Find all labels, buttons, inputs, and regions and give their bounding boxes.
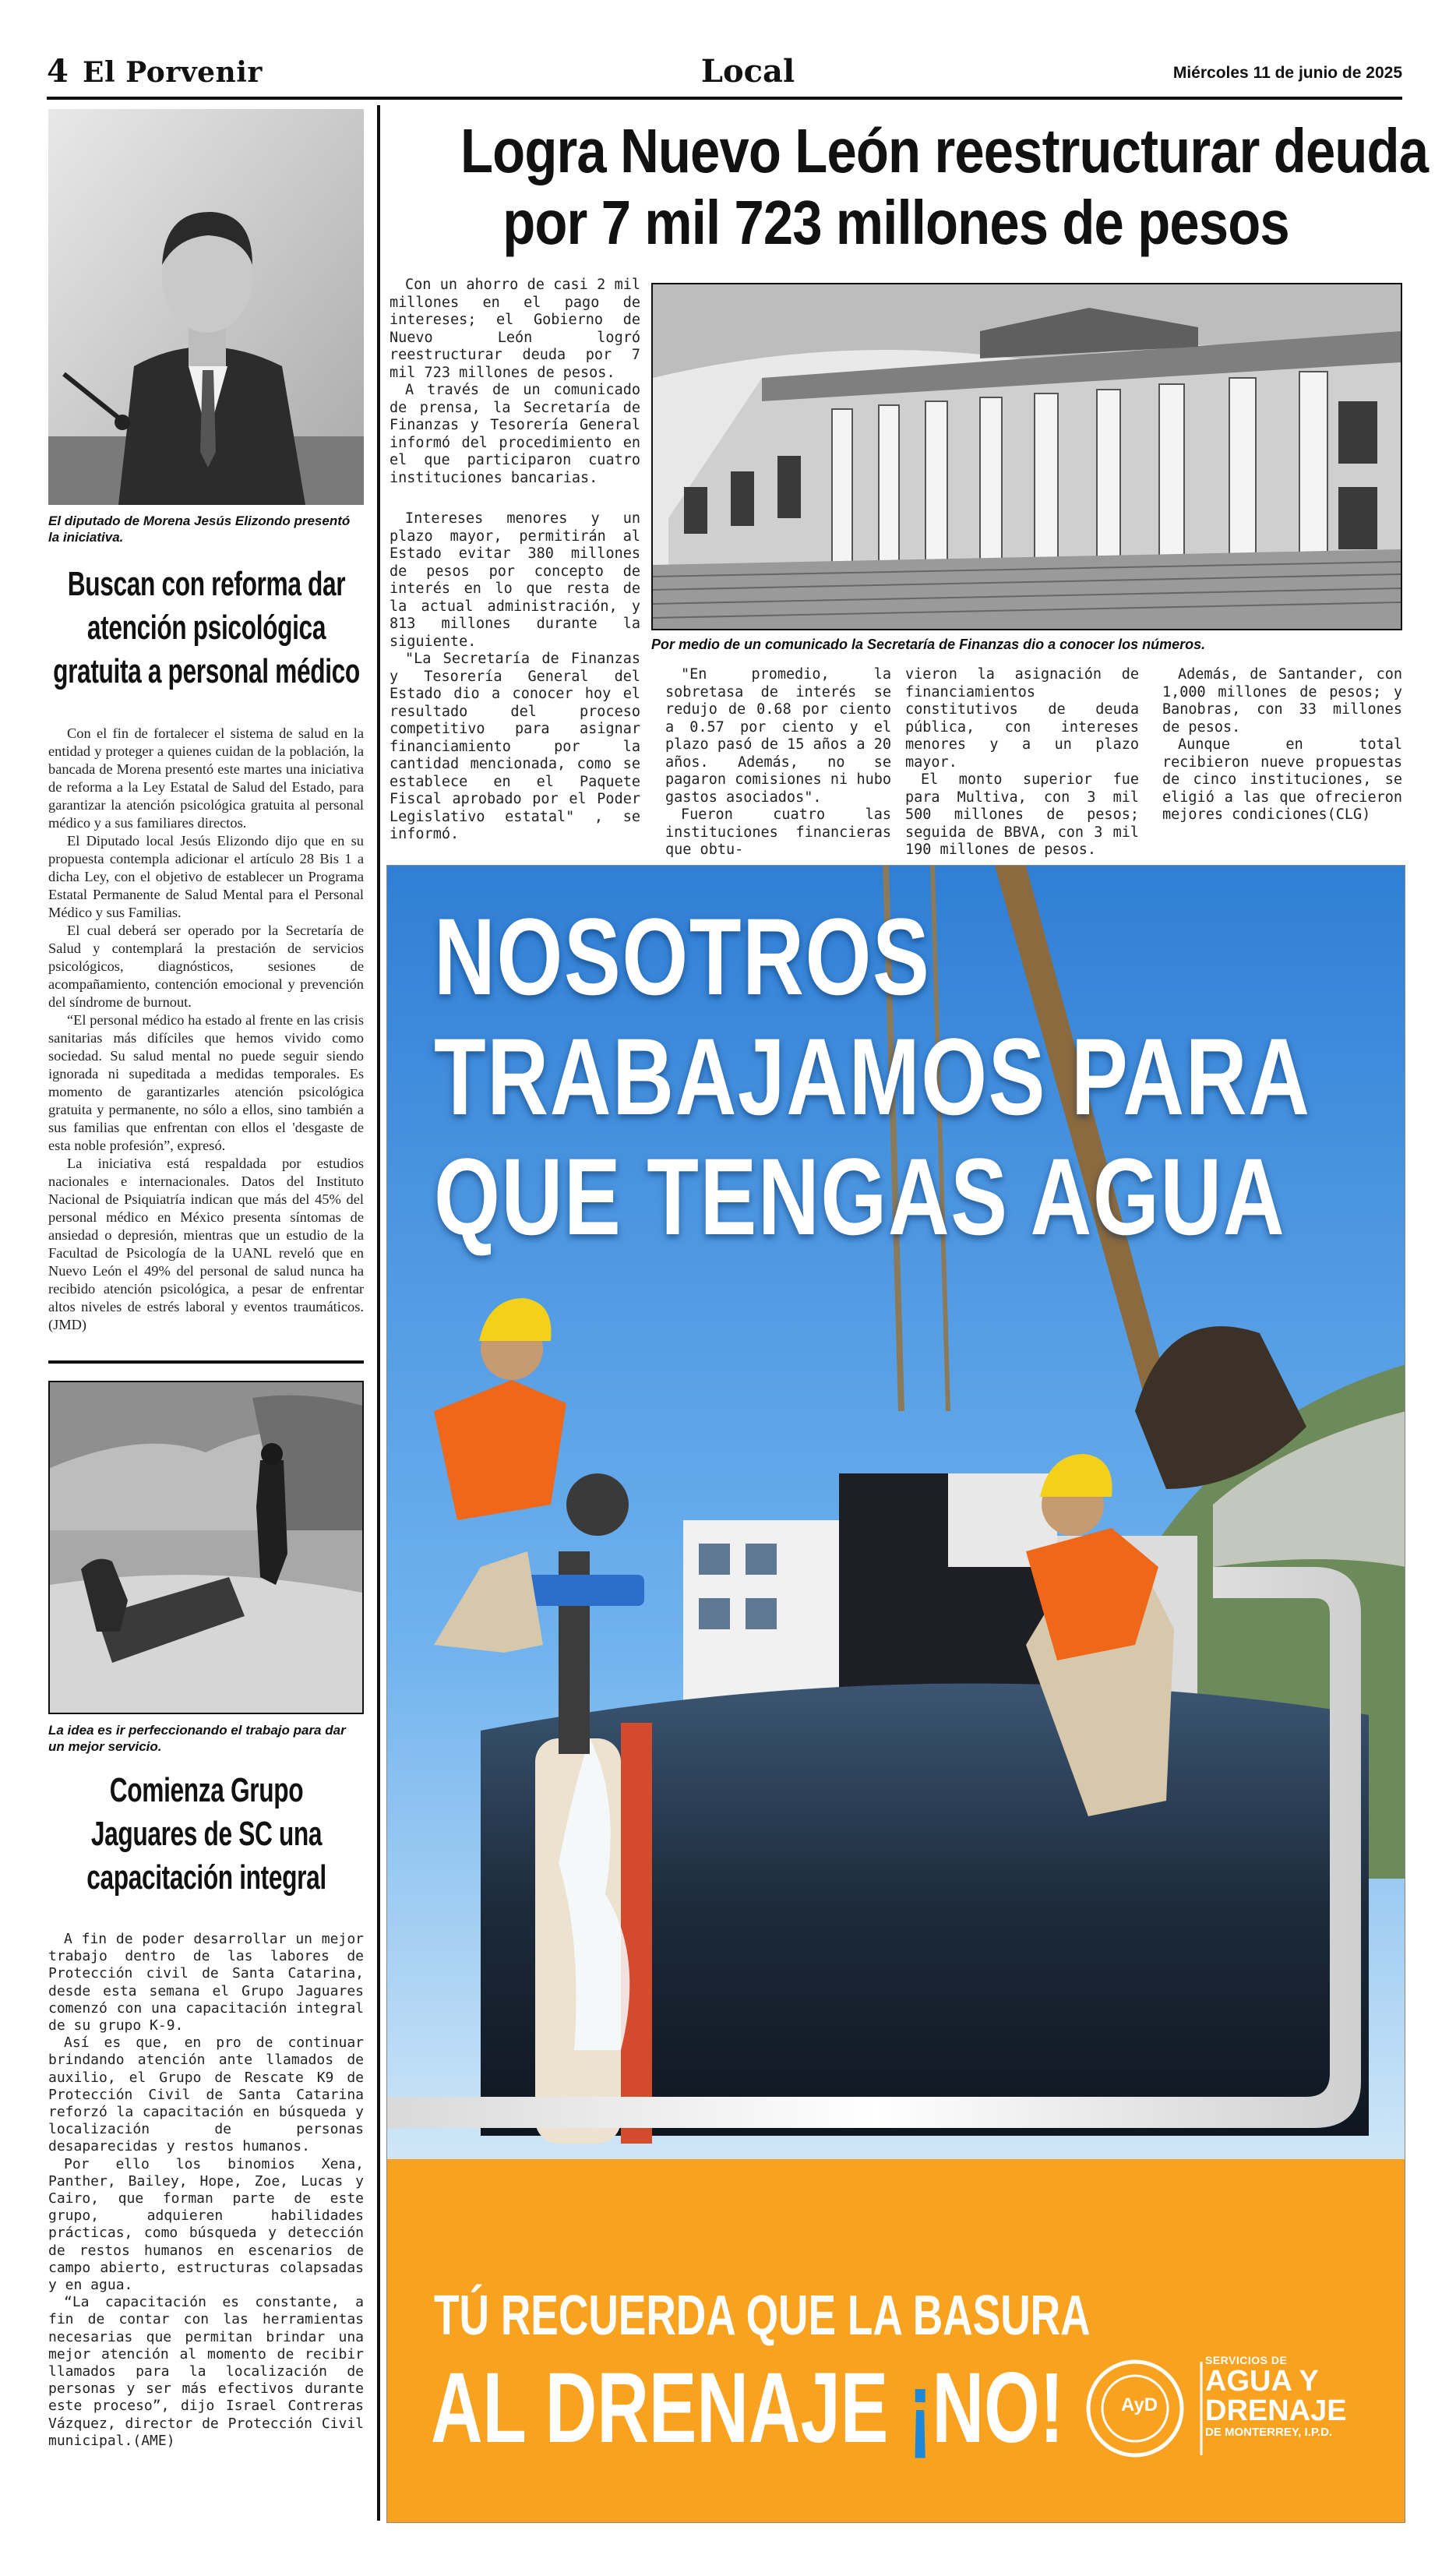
palace-photo-caption: Por medio de un comunicado la Secretaría de Finanzas dio a conocer los números. — [651, 637, 1206, 652]
headline-line: Comienza Grupo — [109, 1771, 304, 1809]
article2-paragraph: Por ello los binomios Xena, Panther, Bailey, Hope, Zoe, Lucas y Cairo, que forman parte de este grupo, adquieren habilidades prácticas, como búsqueda y detección de restos humanos en escenarios de campo abierto, estructuras colapsadas y en agua. — [48, 2155, 364, 2294]
main-article-column-c — [665, 666, 891, 859]
main-paragraph: Aunque en total recibieron nueve propuestas de cinco instituciones, se eligió a las que ofrecieron mejores condiciones(CLG) — [1162, 736, 1402, 823]
logo-line: AGUA Y — [1205, 2365, 1319, 2398]
page-number: 4 — [47, 53, 69, 90]
section-name: Local — [700, 53, 795, 90]
article1-paragraph: La iniciativa está respaldada por estudios nacionales e internacionales. Datos del Instituto Nacional de Psiquiatría indican que más del 45% del personal médico en México presenta síntomas de ansiedad o depresión, mientras que un estudio de la Facultad de Psicología de la UANL reveló que en Nuevo León el 49% del personal de salud nunca ha recibido atención psicológica, a pesar de enfrentar altos niveles de estrés laboral y eventos traumáticos.(JMD) — [48, 1156, 364, 1332]
main-paragraph: El monto superior fue para Multiva, con 3 mil 500 millones de pesos; seguida de BBVA, con 3 mil 190 millones de pesos. — [905, 771, 1139, 858]
main-article-column-d — [905, 666, 1139, 859]
government-palace-photo — [651, 283, 1402, 630]
logo-wordmark — [1205, 2354, 1347, 2439]
article2-headline — [48, 1769, 364, 1900]
ad-slogan-accent: ¡ — [908, 2352, 933, 2464]
left-column — [48, 109, 364, 2450]
ad-slogan-end: NO! — [932, 2352, 1064, 2464]
article2-paragraph: A fin de poder desarrollar un mejor trabajo dentro de las labores de Protección civil de Santa Catarina, desde esta semana el Grupo Jaguares comenzó con una capacitación integral de su grupo K-9. — [48, 1931, 364, 2034]
main-paragraph: "La Secretaría de Finanzas y Tesorería General del Estado dio a conocer hoy el resultado del proceso competitivo para asignar financiamiento por la cantidad mencionada, como se establece en el Paquete Fiscal aprobado por el Poder Legislativo estatal" , se informó. — [390, 651, 640, 842]
article2-body — [48, 1931, 364, 2450]
article2-paragraph: Así es que, en pro de continuar brindando atención ante llamados de auxilio, el Grupo de Rescate K9 de Protección Civil de Santa Catarina reforzó la capacitación en búsqueda y localización de personas desaparecidas y restos humanos. — [48, 2034, 364, 2155]
article1-headline — [48, 563, 364, 693]
article1-paragraph: El Diputado local Jesús Elizondo dijo que en su propuesta contempla adicionar el artículo 28 Bis 1 a dicha Ley, con el objetivo de establecer un Programa Estatal Permanente de Salud Mental para el Personal Médico y sus Familias. — [48, 833, 364, 920]
main-paragraph: "En promedio, la sobretasa de interés se redujo de 0.68 por ciento a 0.57 por ciento y el plazo pasó de 15 años a 20 años. Además, no se pagaron comisiones ni hubo gastos asociados". — [665, 666, 891, 806]
main-headline — [390, 115, 1429, 259]
masthead — [47, 48, 1402, 100]
photo2-caption: La idea es ir perfeccionando el trabajo para dar un mejor servicio. — [48, 1723, 346, 1754]
photo1-caption: El diputado de Morena Jesús Elizondo presentó la iniciativa. — [48, 513, 351, 545]
logo-line: SERVICIOS DE — [1205, 2354, 1288, 2366]
main-headline-line: por 7 mil 723 millones de pesos — [502, 188, 1289, 257]
main-paragraph: Con un ahorro de casi 2 mil millones en el pago de intereses; el Gobierno de Nuevo León logró reestructurar deuda por 7 mil 723 millones de pesos. — [390, 277, 640, 381]
main-paragraph: Intereses menores y un plazo mayor, permitirán al Estado evitar 380 millones de pesos por concepto de interés en lo que resta de la actual administración, y 813 millones durante la siguiente. — [390, 510, 640, 650]
government-palace-illustration — [653, 284, 1401, 629]
logo-line: DRENAJE — [1205, 2394, 1347, 2427]
legislator-photo — [48, 109, 364, 505]
article2-paragraph: “La capacitación es constante, a fin de contar con las herramientas necesarias que permitan brindar una mejor atención al momento de recibir llamados para la localización de personas y ser más efectivos durante este proceso”, dijo Israel Contreras Vázquez, director de Protección Civil municipal.(AME) — [48, 2294, 364, 2449]
main-paragraph: A través de un comunicado de prensa, la Secretaría de Finanzas y Tesorería General informó del procedimiento en el que participaron cuatro instituciones bancarias. — [390, 382, 640, 486]
palace-photo-block — [651, 283, 1402, 653]
main-article-column-e — [1162, 666, 1402, 824]
article1-paragraph: “El personal médico ha estado al frente en las crisis sanitarias más difíciles que hemos vivido como sociedad. Su salud mental no puede seguir siendo ignorada ni supeditada a medidas temporales. Es momento de garantizarles atención psicológica gratuita y permanente, no sólo a ellos, sino también a sus familias que enfrentan con ellos el 'desgaste de esta noble profesión”, expresó. — [48, 1012, 364, 1153]
main-paragraph: Fueron cuatro las instituciones financieras que obtu- — [665, 806, 891, 858]
k9-photo — [48, 1381, 364, 1714]
article1-paragraph: Con el fin de fortalecer el sistema de salud en la entidad y proteger a quienes cuidan de la población, la bancada de Morena presentó este martes una iniciativa de reforma a la Ley Estatal de Salud del Estado, para garantizar la atención psicológica gratuita al personal médico y a sus familiares directos. — [48, 725, 364, 831]
main-article-column-a — [390, 277, 640, 487]
ad-title-line: TRABAJAMOS PARA — [434, 1015, 1311, 1138]
main-paragraph: Además, de Santander, con 1,000 millones de pesos; y Banobras, con 33 millones de pesos. — [1162, 666, 1402, 736]
paper-name: El Porvenir — [83, 56, 263, 89]
logo-seal-text: AyD — [1121, 2394, 1158, 2415]
ad-slogan-main: AL DRENAJE — [431, 2352, 908, 2464]
headline-line: atención psicológica — [86, 609, 326, 647]
section-rule — [48, 1360, 364, 1364]
main-headline-line: Logra Nuevo León reestructurar deuda — [460, 116, 1429, 185]
headline-line: Jaguares de SC una — [90, 1815, 323, 1853]
legislator-photo-illustration — [48, 109, 364, 505]
main-paragraph: vieron la asignación de financiamientos constitutivos de deuda pública, con intereses menores y a un plazo mayor. — [905, 666, 1139, 771]
main-article-column-b — [390, 510, 640, 844]
k9-photo-illustration — [50, 1382, 362, 1713]
headline-line: Buscan con reforma dar — [67, 565, 346, 603]
ad-slogan-line1: TÚ RECUERDA QUE LA BASURA — [434, 2285, 1091, 2347]
ad-slogan-line2 — [431, 2351, 1063, 2465]
advertisement-title — [434, 897, 1369, 1257]
article1-body — [48, 725, 364, 1334]
headline-line: capacitación integral — [86, 1858, 326, 1897]
publication-date: Miércoles 11 de junio de 2025 — [1172, 64, 1402, 82]
ad-title-line: NOSOTROS — [434, 895, 931, 1018]
ad-title-line: QUE TENGAS AGUA — [434, 1135, 1286, 1258]
column-divider — [377, 105, 380, 2521]
headline-line: gratuita a personal médico — [53, 652, 360, 690]
water-service-advertisement[interactable] — [386, 865, 1405, 2523]
article1-paragraph: El cual deberá ser operado por la Secretaría de Salud y contemplará la prestación de servicios psicológicos, diagnósticos, sesiones de acompañamiento, contención emocional y prevención del síndrome de burnout. — [48, 923, 364, 1010]
logo-line: DE MONTERREY, I.P.D. — [1205, 2426, 1333, 2439]
agua-y-drenaje-logo — [1088, 2346, 1384, 2455]
